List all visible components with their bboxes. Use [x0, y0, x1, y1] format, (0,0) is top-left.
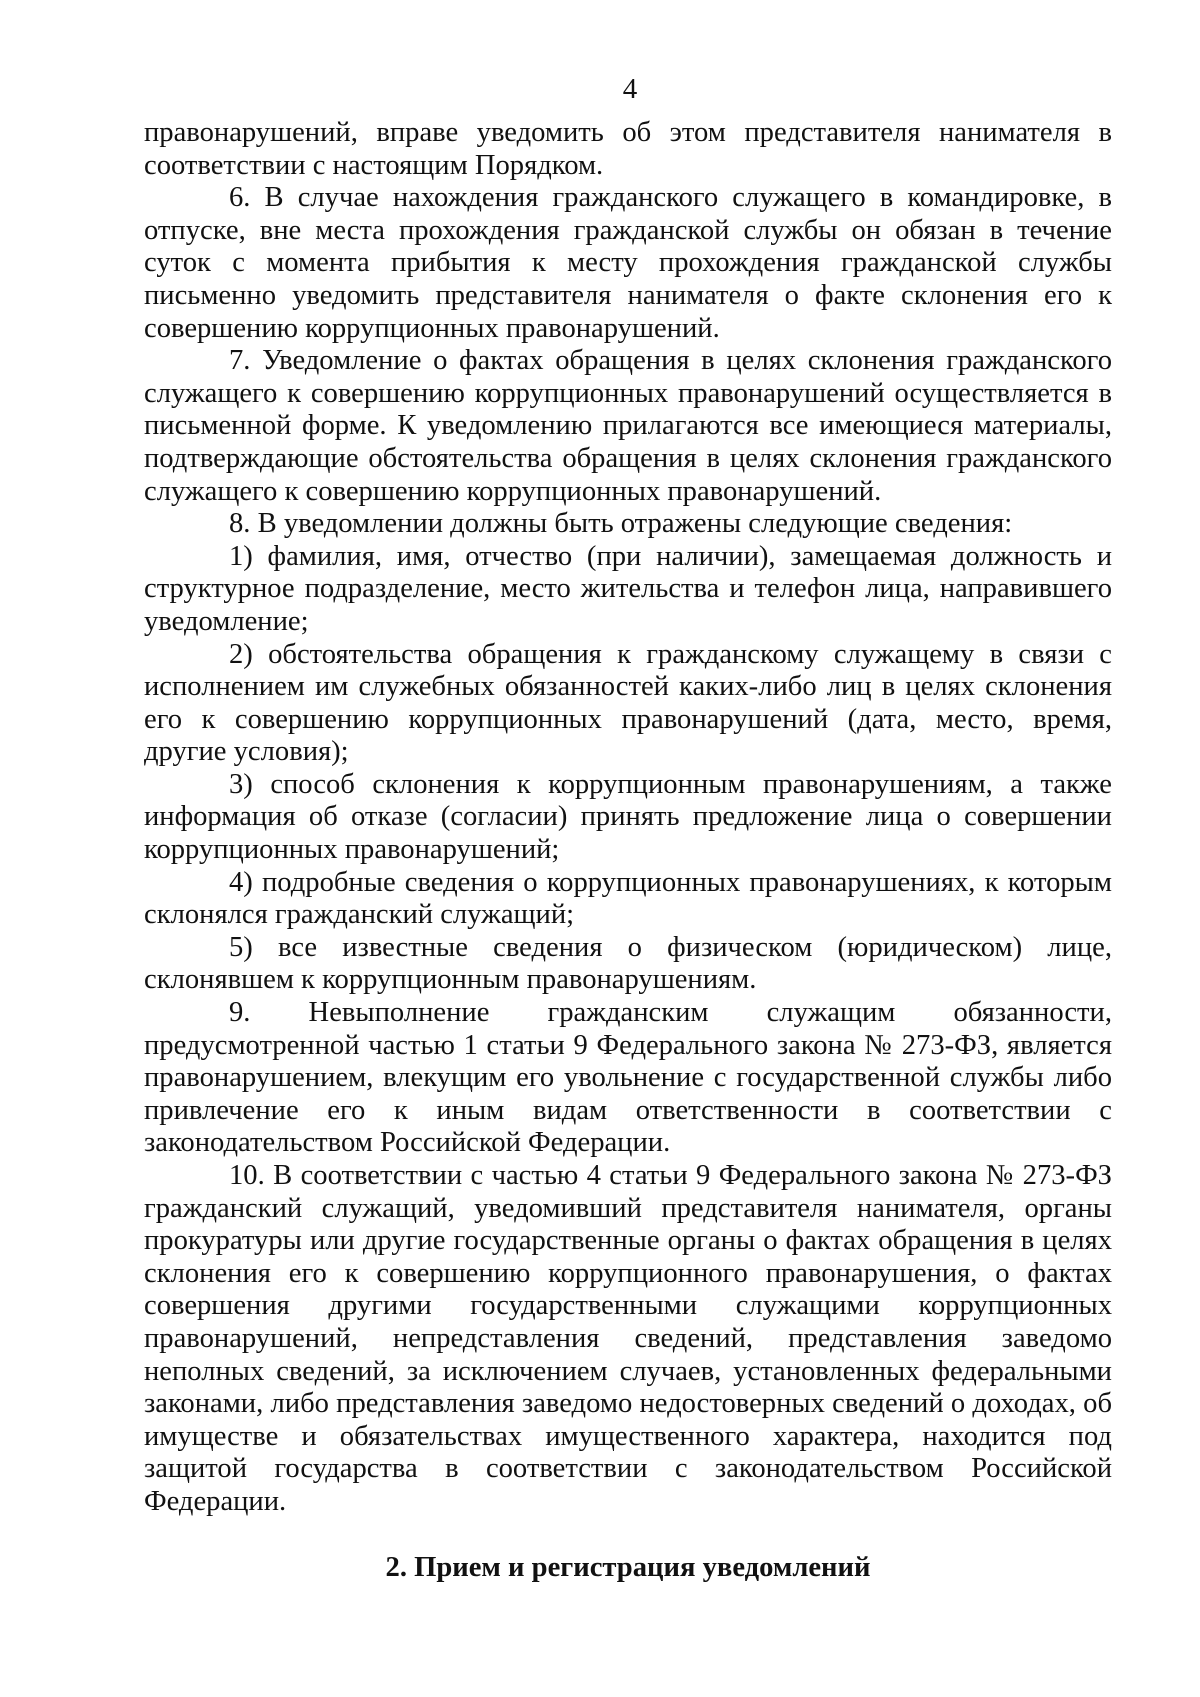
list-item-1: 1) фамилия, имя, отчество (при наличии), замещаемая должность и структурное подразделение, место жительства и телефон лица, направившего уведомление;	[144, 540, 1112, 637]
section-heading: 2. Прием и регистрация уведомлений	[385, 1552, 871, 1583]
paragraph-item-7: 7. Уведомление о фактах обращения в целях склонения гражданского служащего к совершению коррупционных правонарушений осуществляется в письменной форме. К уведомлению прилагаются все имеющиеся материалы, подтверждающие обстоятельства обращения в целях склонения гражданского служащего к совершению коррупционных правонарушений.	[144, 345, 1112, 507]
list-item-4: 4) подробные сведения о коррупционных правонарушениях, к которым склонялся гражданский служащий;	[144, 866, 1112, 931]
list-item-3: 3) способ склонения к коррупционным правонарушениям, а также информация об отказе (согласии) принять предложение лица о совершении коррупционных правонарушений;	[144, 768, 1112, 866]
page-number: 4	[622, 73, 638, 105]
paragraph-item-9: 9. Невыполнение гражданским служащим обязанности, предусмотренной частью 1 статьи 9 Федерального закона № 273-ФЗ, является правонарушением, влекущим его увольнение с государственной службы либо привлечение его к иным видам ответственности в соответствии с законодательством Российской Федерации.	[144, 997, 1112, 1159]
paragraph-item-6: 6. В случае нахождения гражданского служащего в командировке, в отпуске, вне места прохождения гражданской службы он обязан в течение суток с момента прибытия к месту прохождения гражданской службы письменно уведомить представителя нанимателя о факте склонения его к совершению коррупционных правонарушений.	[144, 182, 1112, 344]
paragraph-continuation: правонарушений, вправе уведомить об этом представителя нанимателя в соответствии с настоящим Порядком.	[144, 117, 1112, 181]
list-item-2: 2) обстоятельства обращения к гражданскому служащему в связи с исполнением им служебных обязанностей каких-либо лиц в целях склонения его к совершению коррупционных правонарушений (дата, место, время, другие условия);	[144, 638, 1112, 768]
paragraph-item-10: 10. В соответствии с частью 4 статьи 9 Федерального закона № 273-ФЗ гражданский служащий, уведомивший представителя нанимателя, органы прокуратуры или другие государственные органы о фактах обращения в целях склонения его к совершению коррупционного правонарушения, о фактах совершения другими государственными служащими коррупционных правонарушений, непредставления сведений, представления заведомо неполных сведений, за исключением случаев, установленных федеральными законами, либо представления заведомо недостоверных сведений о доходах, об имуществе и обязательствах имущественного характера, находится под защитой государства в соответствии с законодательством Российской Федерации.	[144, 1160, 1112, 1517]
document-body	[144, 117, 1112, 1519]
list-item-5: 5) все известные сведения о физическом (юридическом) лице, склонявшем к коррупционным правонарушениям.	[144, 931, 1112, 996]
paragraph-item-8: 8. В уведомлении должны быть отражены следующие сведения:	[229, 508, 1013, 540]
